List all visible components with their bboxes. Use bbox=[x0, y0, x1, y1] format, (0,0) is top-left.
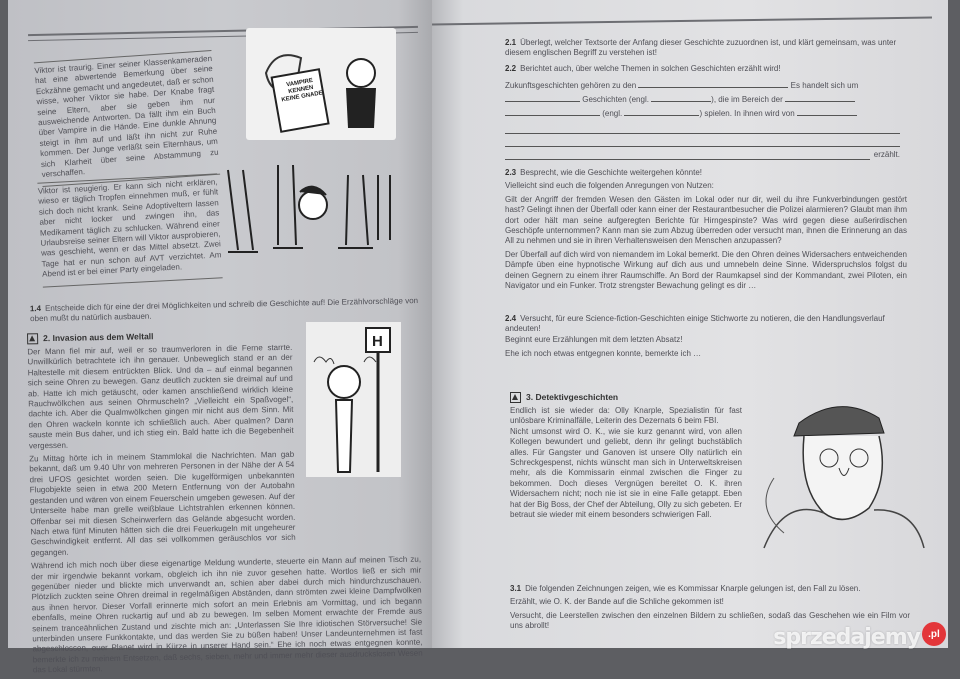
story-option-1 bbox=[34, 50, 220, 188]
fill-in-blank[interactable] bbox=[785, 94, 855, 102]
task-text: Die folgenden Zeichnungen zeigen, wie es Kommissar Knarple gelungen ist, den Fall zu lösen. bbox=[525, 584, 861, 593]
story-option-2 bbox=[37, 173, 222, 287]
section-heading bbox=[510, 392, 742, 403]
party-legs-illustration bbox=[218, 160, 398, 260]
task-number: 2.4 bbox=[505, 314, 517, 323]
fill-in-blank[interactable] bbox=[797, 108, 857, 116]
task-2-2 bbox=[505, 64, 900, 160]
task-text: Beginnt eure Erzählungen mit dem letzten Absatz! bbox=[505, 334, 683, 344]
task-2-4 bbox=[505, 314, 907, 360]
fill-in-text: ), die im Bereich der bbox=[711, 95, 783, 105]
writing-task-icon bbox=[510, 392, 521, 403]
fill-in-blank[interactable] bbox=[624, 108, 699, 116]
task-text: Versucht, für eure Science-fiction-Geschichten einige Stichworte zu notieren, die den Handlungsverlauf andeuten! bbox=[505, 314, 885, 334]
alien-at-bus-stop-illustration bbox=[306, 322, 401, 477]
right-book-page bbox=[432, 0, 948, 648]
task-2-1 bbox=[505, 38, 900, 59]
task-number: 3.1 bbox=[510, 584, 522, 593]
task-text: Versucht, die Leerstellen zwischen den einzelnen Bildern zu schließen, sodaß das Geschehen wie ein Film vor uns abrollt! bbox=[510, 610, 910, 631]
watermark-text: sprzedajemy bbox=[773, 625, 920, 650]
fill-in-blank[interactable] bbox=[505, 94, 580, 102]
fill-in-text: Es handelt sich um bbox=[790, 81, 859, 91]
suggestion-paragraph: Der Überfall auf dich wird von niemandem im Lokal bemerkt. Die den Ohren deines Widersachers entweichenden Dämpfe üben eine hypnotische Wirkung auf dich aus und umnebeln deine Sinne. Widerspruchslos folgst du deinen Gegnern zu einem ihrer Raumschiffe. An Bord der Raumkapsel sind der Kommandant, zwei Piloten, ein Navigator und ein Funker. Trotz strengster Bewachung gelingt es dir … bbox=[505, 249, 907, 291]
story-paragraph: Nicht umsonst wird O. K., wie sie kurz genannt wird, von allen Kollegen bewundert und geliebt, denn ihr gelingt buchstäblich alles. Für Gangster und Ganoven ist unsere Olly natürlich ein Schreckgespenst, nichts wünscht man sich in Unterweltskreisen mehr, als die Kommissarin einmal zwischen die Finger zu bekommen. Doch dieses Vergnügen bereitet O. K. ihren Widersachern nicht; noch nie ist sie in eine Falle getappt. Eben hat der Big Boss, der Chef der Abteilung, Olly zu sich gebeten. Er betraut sie wieder mit einem besonders schwierigen Fall. bbox=[510, 426, 742, 520]
task-text: Besprecht, wie die Geschichte weitergehen könnte! bbox=[520, 168, 703, 177]
divider bbox=[432, 17, 932, 26]
story-paragraph: Der Mann fiel mir auf, weil er so traumverloren in die Ferne starrte. Unwillkürlich betrachtete ich ihn genauer. Unbeweglich stand er an der Haltestelle mit diesem entrückten Blick. Und da – auf einmal begannen sich seine Ohren zu bewegen. Ganz deutlich zuckten sie dreimal auf und ab. Hatte ich mich getäuscht, oder kamen anschließend wirklich kleine Rauchwölkchen aus seinen Ohrmuscheln? „Vielleicht ein Spaßvogel“, dachte ich. Aber die Qualmwölkchen gingen mir nicht aus dem Sinn. Mit den Ohren wackeln konnte ich schließlich auch. Aber qualmen? Dann sauste mein Bus daher, und ich stieg ein. Bald hatte ich die Begebenheit vergessen. bbox=[27, 342, 294, 451]
olly-knarple-illustration bbox=[744, 398, 934, 558]
story-paragraph: Zu Mittag hörte ich in meinem Stammlokal die Nachrichten. Man gab bekannt, daß um 9.40 Uhr von mehreren Personen in der Nähe der A 54 drei UFOS gesichtet worden seien. Die kugelförmigen unbekannten Flugobjekte seien in etwa 200 Metern Entfernung von der Autobahn gestanden und wären von einem Feuerschein umgeben gewesen. Auf der Unterseite habe man grelle weißblaue Lichtstrahlen erkennen können. Offenbar sei mit diesen Scheinwerfern das Gelände abgesucht worden. Nach etwa fünf Minuten hätten sich die drei Feuerkugeln mit ungeheurer Geschwindigkeit entfernt. All das sei vollkommen geräuschlos vor sich gegangen. bbox=[29, 449, 296, 558]
task-text: Berichtet auch, über welche Themen in solchen Geschichten erzählt wird! bbox=[520, 64, 781, 73]
watermark-badge bbox=[922, 622, 946, 646]
task-number: 1.4 bbox=[29, 303, 42, 314]
task-number: 2.2 bbox=[505, 64, 517, 73]
watermark bbox=[773, 627, 920, 649]
bus-stop-sign: H bbox=[372, 333, 383, 350]
fill-in-text: ) spielen. In ihnen wird von bbox=[699, 109, 795, 119]
watermark-suffix: .pl bbox=[928, 628, 940, 640]
task-number: 2.3 bbox=[505, 168, 517, 177]
suggestion-paragraph: Gilt der Angriff der fremden Wesen den Gästen im Lokal oder nur dir, weil du ihre Funkverbindungen gestört hast? Gelingt ihnen der Überfall oder kann einer der Restaurantbesucher die Polizei alarmieren? Glaubt man ihm dort oder hält man seine aufgeregten Berichte für Hirngespinste? Was wird gegen diese außerirdischen Geschöpfe unternommen? Kann man sie zum Abzug überreden oder versucht man, ihnen die Erinnerung an das All zu nehmen und sie in ihren Verhaltensweisen den Menschen anzupassen? bbox=[505, 194, 907, 246]
section-title: 3. Detektivgeschichten bbox=[526, 392, 619, 403]
story-paragraph: Endlich ist sie wieder da: Olly Knarple, Spezialistin für fast unlösbare Kriminalfälle, Leiterin des Dezernats 6 beim FBI. bbox=[510, 406, 742, 426]
section-detective bbox=[510, 392, 742, 523]
task-2-3 bbox=[505, 168, 907, 294]
writing-task-icon bbox=[27, 333, 38, 344]
task-number: 2.1 bbox=[505, 38, 517, 47]
fill-in-text: Zukunftsgeschichten gehören zu den bbox=[505, 81, 637, 91]
section-title: 2. Invasion aus dem Weltall bbox=[43, 331, 154, 344]
fill-in-text: (engl. bbox=[602, 109, 623, 119]
task-text: Entscheide dich für eine der drei Möglichkeiten und schreib die Geschichte auf! Die Erzählvorschläge von oben mußt du natürlich ausbauen. bbox=[30, 296, 419, 324]
story-paragraph: Während ich mich noch über diese eigenartige Meldung wunderte, steuerte ein Mann auf meinen Tisch zu, der mir irgendwie bekannt vorkam, obgleich ich ihn nie zuvor gesehen hatte. Wortlos ließ er sich mir gegenüber nieder und blickte mich unverwandt an, schien aber dabei durch mich hindurchzuschauen. Plötzlich zuckten seine Ohren dreimal in regelmäßigen Abständen, dann strömten zwei kleine Dampfwolken aus ihnen hervor. Dieser Vorfall erinnerte mich sofort an mein Erlebnis am Vormittag, und ich begann ebenfalls, meine Ohren ruckartig auf und ab zu bewegen. Im selben Moment erwachte der Fremde aus seinem tranceähnlichen Zustand und zischte mich an: „Unterlassen Sie Ihre idiotischen Störversuche! Sie unterbinden unsere Funkkontakte, und das werden Sie zu büßen haben! Unser Landeunternehmen ist fast abgeschlossen, euer Planet wird in Kürze in unserer Hand sein.“ Ehe ich noch etwas entgegnen konnte, bemerkte ich zu meinem Entsetzen, daß sechs, sieben, mehr und immer mehr dieser ausdruckslosen Wesen das Lokal stürmten. bbox=[30, 554, 423, 675]
fill-in-text: Geschichten (engl. bbox=[582, 95, 649, 105]
fill-in-blank[interactable] bbox=[505, 108, 600, 116]
task-text: Überlegt, welcher Textsorte der Anfang dieser Geschichte zuzuordnen ist, und klärt gemeinsam, was unter diesem englischen Begriff zu verstehen ist! bbox=[505, 38, 897, 58]
task-text: Erzählt, wie O. K. der Bande auf die Schliche gekommen ist! bbox=[510, 597, 724, 607]
answer-line[interactable] bbox=[505, 147, 870, 160]
task-intro: Vielleicht sind euch die folgenden Anregungen von Nutzen: bbox=[505, 181, 714, 191]
left-book-page bbox=[8, 0, 432, 675]
task-1-4 bbox=[30, 296, 430, 325]
story-text: Viktor ist traurig. Einer seiner Klassenkameraden hat eine abwertende Bemerkung über seine Eckzähne gemacht und angedeutet, daß er schon wisse, woher Viktor sie habe. Der Knabe fragt seine Eltern, aber sie geben ihm nur ausweichende Antworten. Da fällt ihm ein Buch über Vampire in die Hände. Eine dunkle Ahnung steigt in ihm auf und läßt ihn nicht zur Ruhe kommen. Der Junge verläßt sein Elternhaus, um sich Klarheit über seine Abstammung zu verschaffen. bbox=[34, 53, 219, 180]
fill-in-text: erzählt. bbox=[873, 150, 900, 159]
task-text: Ehe ich noch etwas entgegnen konnte, bemerkte ich … bbox=[505, 349, 702, 359]
book-cover-text: VAMPIRE KENNEN KEINE GNADE bbox=[281, 77, 324, 104]
fill-in-blank[interactable] bbox=[638, 80, 788, 88]
answer-line[interactable] bbox=[505, 121, 900, 134]
fill-in-blank[interactable] bbox=[651, 94, 711, 102]
answer-line[interactable] bbox=[505, 134, 900, 147]
story-text: Viktor ist neugierig. Er kann sich nicht erklären, wieso er täglich Tropfen einnehmen muß, er fühlt sich doch nicht krank. Seine Adoptiveltern lassen aber nicht locker und zwingen ihn, das Medikament täglich zu schlucken. Während einer Urlaubsreise seiner Eltern will Viktor ausprobieren, was geschieht, wenn er das Mittel absetzt. Zwei Tage hat er nun schon auf AVT verzichtet. Am Abend ist er bei einer Party eingeladen. bbox=[37, 177, 222, 279]
